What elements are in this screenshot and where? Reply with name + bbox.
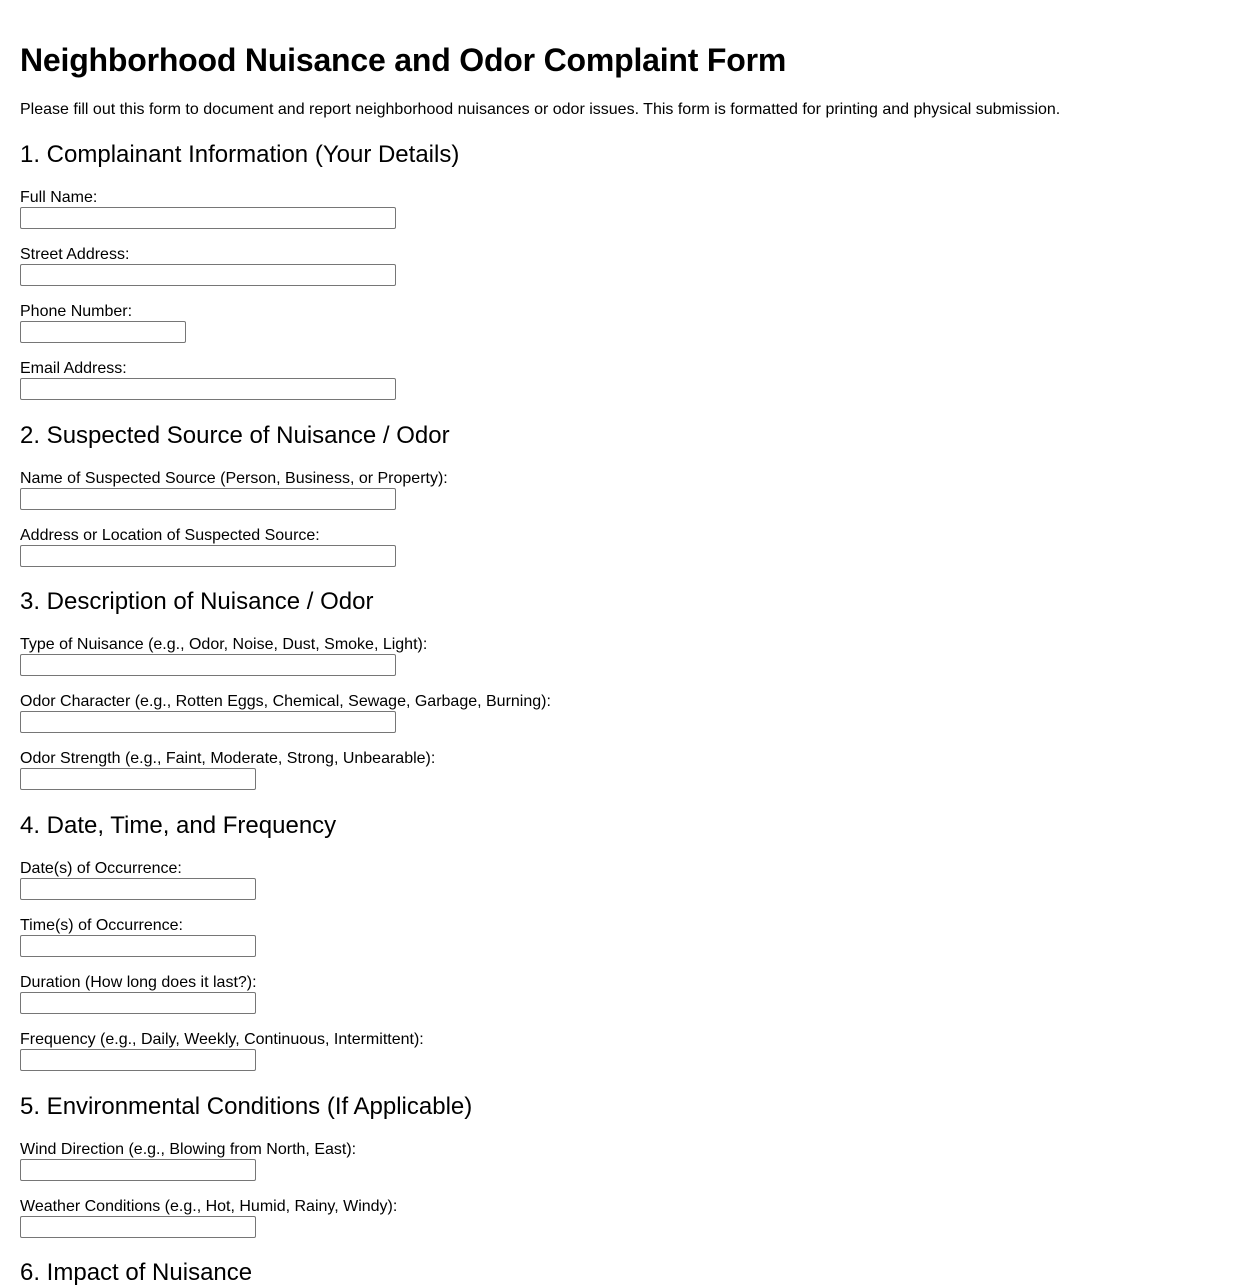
source-name-input[interactable] <box>20 488 396 510</box>
odor-strength-label: Odor Strength (e.g., Faint, Moderate, Strong, Unbearable): <box>20 750 436 767</box>
source-name-label: Name of Suspected Source (Person, Business, or Property): <box>20 470 448 487</box>
nuisance-type-input[interactable] <box>20 654 396 676</box>
section-4-title: 4. Date, Time, and Frequency <box>20 812 337 839</box>
field-full-name <box>20 189 396 229</box>
field-dates <box>20 860 256 900</box>
field-wind-direction <box>20 1141 356 1181</box>
odor-character-input[interactable] <box>20 711 396 733</box>
duration-label: Duration (How long does it last?): <box>20 974 257 991</box>
frequency-input[interactable] <box>20 1049 256 1071</box>
field-odor-strength <box>20 750 435 790</box>
wind-direction-input[interactable] <box>20 1159 256 1181</box>
source-address-label: Address or Location of Suspected Source: <box>20 527 320 544</box>
dates-input[interactable] <box>20 878 256 900</box>
field-weather-conditions <box>20 1198 397 1238</box>
phone-number-label: Phone Number: <box>20 303 133 320</box>
phone-number-input[interactable] <box>20 321 186 343</box>
odor-strength-input[interactable] <box>20 768 256 790</box>
field-odor-character <box>20 693 551 733</box>
street-address-input[interactable] <box>20 264 396 286</box>
wind-direction-label: Wind Direction (e.g., Blowing from North, East): <box>20 1141 357 1158</box>
email-address-input[interactable] <box>20 378 396 400</box>
field-source-address <box>20 527 396 567</box>
intro-text: Please fill out this form to document and report neighborhood nuisances or odor issues. This form is formatted for printing and physical submission. <box>20 101 1061 118</box>
section-2-title: 2. Suspected Source of Nuisance / Odor <box>20 422 450 449</box>
times-label: Time(s) of Occurrence: <box>20 917 183 934</box>
field-nuisance-type <box>20 636 427 676</box>
section-1-title: 1. Complainant Information (Your Details) <box>20 141 460 168</box>
field-phone-number <box>20 303 186 343</box>
weather-conditions-label: Weather Conditions (e.g., Hot, Humid, Rainy, Windy): <box>20 1198 398 1215</box>
weather-conditions-input[interactable] <box>20 1216 256 1238</box>
street-address-label: Street Address: <box>20 246 130 263</box>
page-title: Neighborhood Nuisance and Odor Complaint Form <box>20 42 787 78</box>
full-name-input[interactable] <box>20 207 396 229</box>
duration-input[interactable] <box>20 992 256 1014</box>
odor-character-label: Odor Character (e.g., Rotten Eggs, Chemical, Sewage, Garbage, Burning): <box>20 693 551 710</box>
field-email-address <box>20 360 396 400</box>
dates-label: Date(s) of Occurrence: <box>20 860 182 877</box>
frequency-label: Frequency (e.g., Daily, Weekly, Continuous, Intermittent): <box>20 1031 424 1048</box>
field-street-address <box>20 246 396 286</box>
field-duration <box>20 974 257 1014</box>
section-5-title: 5. Environmental Conditions (If Applicable) <box>20 1093 473 1120</box>
email-address-label: Email Address: <box>20 360 127 377</box>
full-name-label: Full Name: <box>20 189 98 206</box>
nuisance-type-label: Type of Nuisance (e.g., Odor, Noise, Dust, Smoke, Light): <box>20 636 428 653</box>
field-source-name <box>20 470 448 510</box>
field-frequency <box>20 1031 424 1071</box>
section-6-title: 6. Impact of Nuisance <box>20 1259 253 1286</box>
source-address-input[interactable] <box>20 545 396 567</box>
field-times <box>20 917 256 957</box>
section-3-title: 3. Description of Nuisance / Odor <box>20 588 374 615</box>
times-input[interactable] <box>20 935 256 957</box>
